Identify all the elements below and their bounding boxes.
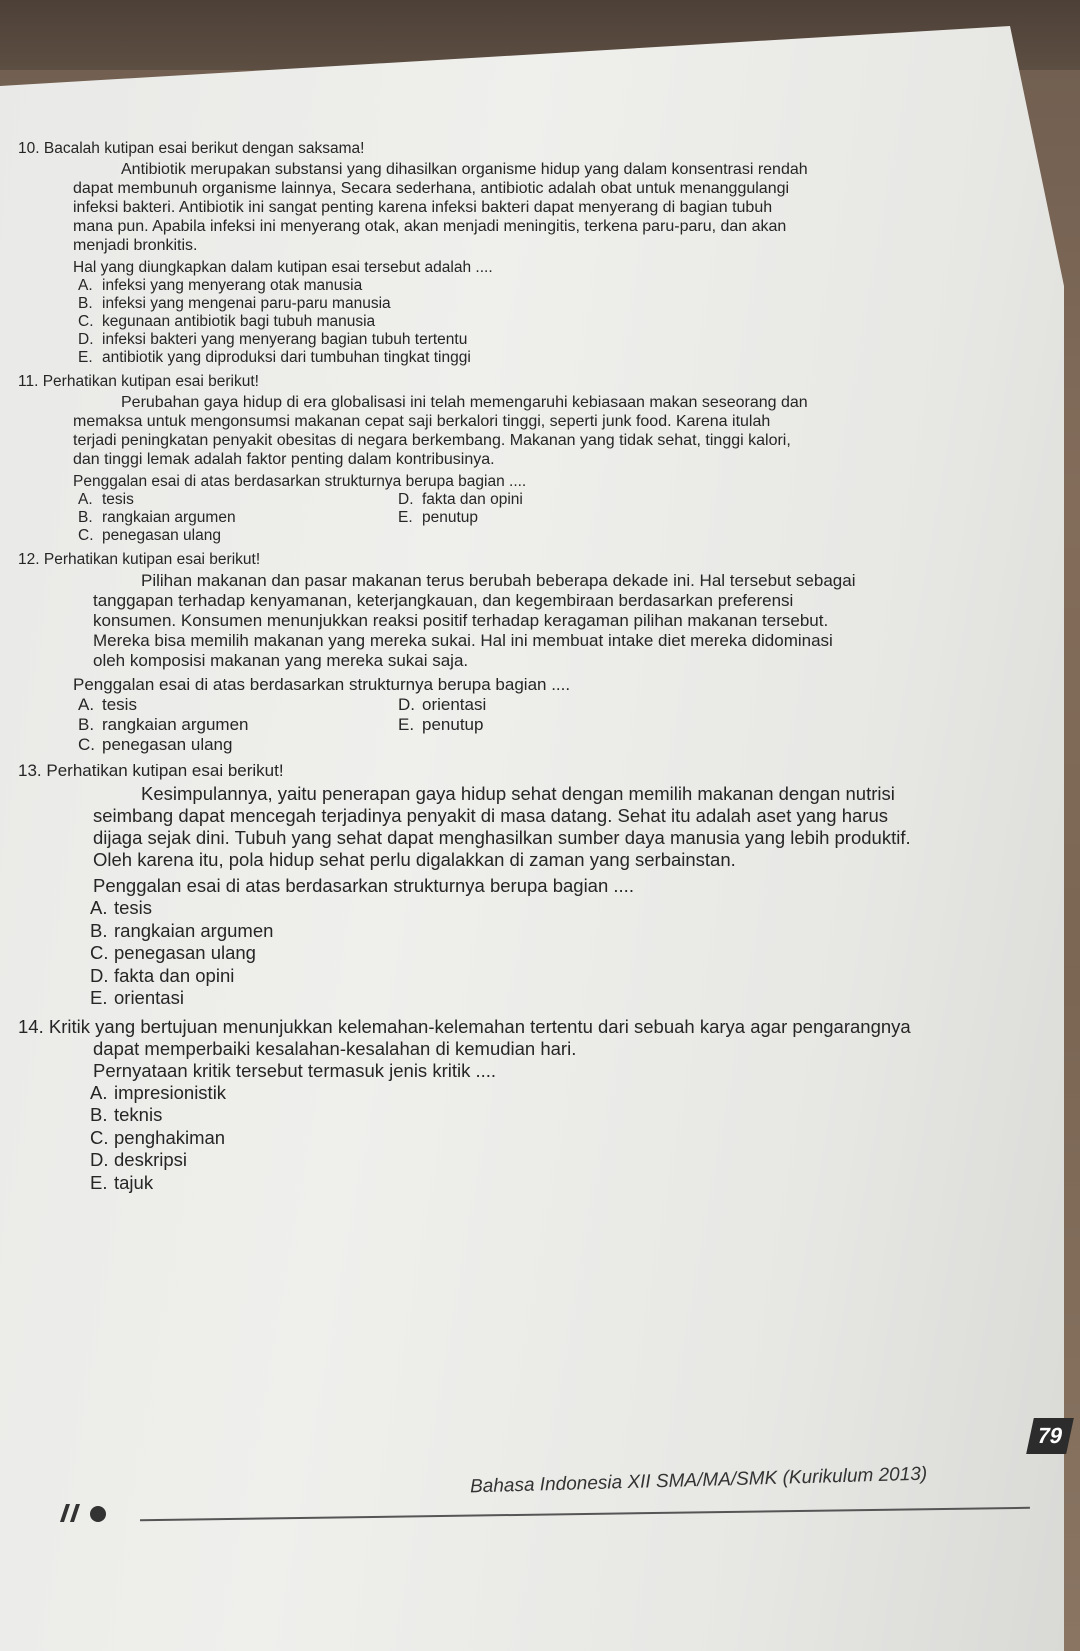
answer-option[interactable] xyxy=(78,313,918,331)
option-letter: B. xyxy=(78,715,95,734)
option-letter: D. xyxy=(90,964,109,986)
question-10 xyxy=(18,140,918,367)
option-letter: D. xyxy=(398,695,415,714)
option-letter: B. xyxy=(90,1104,108,1125)
passage-line: infeksi bakteri. Antibiotik ini sangat penting karena infeksi bakteri dapat menyerang di bagian tubuh xyxy=(73,199,773,216)
option-letter: D. xyxy=(78,331,94,348)
question-14 xyxy=(18,1016,918,1195)
worksheet-content xyxy=(18,140,918,1200)
answer-option[interactable] xyxy=(90,1127,918,1150)
answer-option[interactable] xyxy=(398,491,718,509)
question-11 xyxy=(18,373,918,545)
publisher-logo-icon xyxy=(58,1502,128,1524)
question-stem-continued: dapat memperbaiki kesalahan-kesalahan di kemudian hari. xyxy=(93,1037,577,1059)
question-number: 14. xyxy=(18,1015,44,1037)
option-letter: A. xyxy=(78,277,93,294)
option-letter: A. xyxy=(90,1081,108,1103)
passage-line: menjadi bronkitis. xyxy=(73,237,198,254)
question-number: 10. xyxy=(18,140,40,157)
answer-option[interactable] xyxy=(90,942,918,965)
answer-option[interactable] xyxy=(398,695,718,715)
answer-option[interactable] xyxy=(398,509,718,527)
option-letter: E. xyxy=(90,987,108,1008)
option-text: infeksi yang menyerang otak manusia xyxy=(102,277,363,294)
option-text: tesis xyxy=(102,491,134,508)
option-letter: D. xyxy=(398,491,414,508)
answer-option[interactable] xyxy=(78,295,918,313)
option-text: penegasan ulang xyxy=(102,735,233,754)
answer-option[interactable] xyxy=(78,331,918,349)
option-letter: C. xyxy=(78,527,94,544)
quote-passage xyxy=(93,783,918,871)
option-text: fakta dan opini xyxy=(422,491,523,508)
passage-line: dapat membunuh organisme lainnya, Secara sederhana, antibiotic adalah obat untuk menanggulangi xyxy=(73,180,790,197)
question-stem: Perhatikan kutipan esai berikut! xyxy=(46,761,284,780)
answer-option[interactable] xyxy=(90,987,918,1010)
option-text: deskripsi xyxy=(114,1149,187,1170)
answer-option[interactable] xyxy=(78,715,398,735)
question-stem: Perhatikan kutipan esai berikut! xyxy=(43,551,261,568)
option-letter: A. xyxy=(90,897,108,918)
answer-option[interactable] xyxy=(90,897,918,920)
option-letter: E. xyxy=(398,509,413,526)
option-text: impresionistik xyxy=(114,1081,227,1103)
option-text: teknis xyxy=(114,1104,163,1125)
option-letter: A. xyxy=(78,491,93,508)
book-title-footer: Bahasa Indonesia XII SMA/MA/SMK (Kurikulum 2013) xyxy=(469,1463,928,1498)
option-text: rangkaian argumen xyxy=(102,715,249,734)
question-number: 13. xyxy=(18,761,42,780)
option-text: rangkaian argumen xyxy=(114,919,274,941)
option-letter: D. xyxy=(90,1149,109,1170)
answer-option[interactable] xyxy=(78,349,918,367)
answer-option[interactable] xyxy=(90,1104,918,1127)
passage-line: Perubahan gaya hidup di era globalisasi ini telah memengaruhi kebiasaan makan seseorang dan xyxy=(121,394,808,411)
answer-options xyxy=(78,695,918,755)
question-prompt: Penggalan esai di atas berdasarkan strukturnya berupa bagian .... xyxy=(73,473,527,490)
option-text: antibiotik yang diproduksi dari tumbuhan tingkat tinggi xyxy=(102,349,471,366)
page-number: 79 xyxy=(1035,1423,1065,1448)
answer-option[interactable] xyxy=(78,491,398,509)
question-number: 11. xyxy=(18,373,39,390)
passage-line: konsumen. Konsumen menunjukkan reaksi positif terhadap keragaman pilihan makanan tersebut. xyxy=(93,611,829,630)
quote-passage xyxy=(73,393,918,469)
passage-line: terjadi peningkatan penyakit obesitas di negara berkembang. Makanan yang tidak sehat, tinggi kalori, xyxy=(73,432,791,449)
passage-line: mana pun. Apabila infeksi ini menyerang otak, akan menjadi meningitis, terkena paru-paru, dan akan xyxy=(73,218,787,235)
option-text: orientasi xyxy=(114,987,184,1008)
question-prompt: Penggalan esai di atas berdasarkan strukturnya berupa bagian .... xyxy=(93,875,634,896)
option-text: fakta dan opini xyxy=(114,964,235,986)
answer-option[interactable] xyxy=(90,965,918,988)
answer-option[interactable] xyxy=(398,715,718,735)
option-letter: C. xyxy=(90,942,109,963)
option-text: rangkaian argumen xyxy=(102,509,236,526)
passage-line: seimbang dapat mencegah terjadinya penyakit di masa datang. Sehat itu adalah aset yang harus xyxy=(93,805,889,826)
page-number-badge xyxy=(1026,1418,1074,1454)
option-text: infeksi yang mengenai paru-paru manusia xyxy=(102,295,391,312)
question-number: 12. xyxy=(18,551,40,568)
answer-option[interactable] xyxy=(78,695,398,715)
passage-line: Kesimpulannya, yaitu penerapan gaya hidup sehat dengan memilih makanan dengan nutrisi xyxy=(141,783,895,804)
answer-options xyxy=(78,491,918,545)
option-letter: E. xyxy=(398,715,415,734)
answer-option[interactable] xyxy=(90,1172,918,1195)
option-letter: B. xyxy=(78,295,93,312)
option-text: tesis xyxy=(102,695,137,714)
answer-option[interactable] xyxy=(78,277,918,295)
option-letter: A. xyxy=(78,695,95,714)
passage-line: Oleh karena itu, pola hidup sehat perlu digalakkan di zaman yang serbainstan. xyxy=(93,849,736,870)
question-stem: Kritik yang bertujuan menunjukkan kelemahan-kelemahan tertentu dari sebuah karya agar pengarangnya xyxy=(48,1015,911,1037)
question-12 xyxy=(18,551,918,755)
answer-option[interactable] xyxy=(78,509,398,527)
option-text: penutup xyxy=(422,509,479,526)
option-text: infeksi bakteri yang menyerang bagian tubuh tertentu xyxy=(102,331,468,348)
option-text: tajuk xyxy=(114,1171,154,1193)
passage-line: Mereka bisa memilih makanan yang mereka sukai. Hal ini membuat intake diet mereka didominasi xyxy=(93,631,833,650)
passage-line: tanggapan terhadap kenyamanan, keterjangkauan, dan kegembiraan berdasarkan preferensi xyxy=(93,591,794,610)
option-letter: B. xyxy=(78,509,93,526)
option-letter: C. xyxy=(78,735,95,754)
question-prompt: Hal yang diungkapkan dalam kutipan esai tersebut adalah .... xyxy=(73,259,493,276)
option-text: penutup xyxy=(422,715,484,734)
question-13 xyxy=(18,761,918,1010)
option-text: penegasan ulang xyxy=(114,942,256,963)
passage-line: Antibiotik merupakan substansi yang dihasilkan organisme hidup yang dalam konsentrasi rendah xyxy=(121,161,808,178)
answer-option[interactable] xyxy=(78,735,398,755)
question-prompt: Pernyataan kritik tersebut termasuk jenis kritik .... xyxy=(93,1059,497,1081)
answer-option[interactable] xyxy=(90,1149,918,1172)
question-stem: Bacalah kutipan esai berikut dengan saksama! xyxy=(43,140,365,157)
passage-line: Pilihan makanan dan pasar makanan terus berubah beberapa dekade ini. Hal tersebut sebagai xyxy=(141,571,856,590)
option-letter: C. xyxy=(78,313,94,330)
passage-line: oleh komposisi makanan yang mereka sukai saja. xyxy=(93,651,469,670)
option-letter: C. xyxy=(90,1126,109,1148)
answer-option[interactable] xyxy=(78,527,398,545)
question-prompt: Penggalan esai di atas berdasarkan strukturnya berupa bagian .... xyxy=(73,675,571,694)
option-text: penghakiman xyxy=(114,1126,226,1148)
option-text: orientasi xyxy=(422,695,487,714)
option-text: tesis xyxy=(114,897,153,918)
passage-line: dijaga sejak dini. Tubuh yang sehat dapat menghasilkan sumber daya manusia yang lebih produktif. xyxy=(93,827,911,848)
passage-line: memaksa untuk mengonsumsi makanan cepat saji berkalori tinggi, seperti junk food. Karena itulah xyxy=(73,413,771,430)
option-letter: E. xyxy=(90,1171,108,1193)
answer-option[interactable] xyxy=(90,920,918,943)
option-text: penegasan ulang xyxy=(102,527,221,544)
option-letter: E. xyxy=(78,349,93,366)
passage-line: dan tinggi lemak adalah faktor penting dalam kontribusinya. xyxy=(73,451,495,468)
answer-option[interactable] xyxy=(90,1082,918,1105)
option-text: kegunaan antibiotik bagi tubuh manusia xyxy=(102,313,376,330)
quote-passage xyxy=(93,571,918,671)
option-letter: B. xyxy=(90,919,108,941)
question-stem: Perhatikan kutipan esai berikut! xyxy=(42,373,259,390)
quote-passage xyxy=(73,160,918,255)
